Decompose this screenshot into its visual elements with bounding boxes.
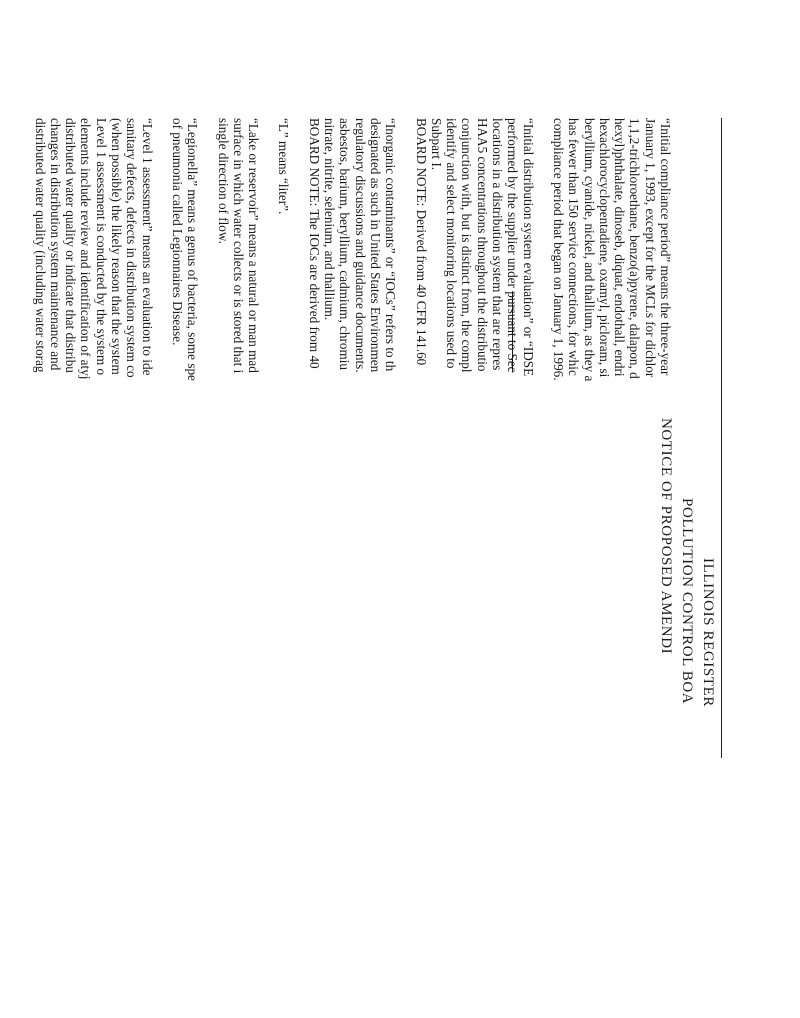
text-line: (when possible) the likely reason that the system [109, 118, 125, 375]
paragraph-initial-compliance-period [551, 118, 673, 838]
text-line: changes in distribution system maintenance and [47, 118, 63, 371]
board-note-line: BOARD NOTE: The IOCs are derived from 40 [306, 118, 322, 369]
text-line: Subpart I. [428, 118, 444, 171]
text-line: 1,1,2-trichloroethane, benzo(a)pyrene, dalapon, d [627, 118, 643, 379]
text-line: “Initial distribution system evaluation” or “IDSE [520, 118, 536, 377]
text-line: single direction of flow. [215, 118, 231, 244]
text-line: regulatory discussions and guidance documents. [352, 118, 368, 373]
paragraph-liter [276, 118, 291, 838]
text-line: distributed water quality (including water storag [32, 118, 48, 373]
paragraph-lake-or-reservoir [215, 118, 261, 838]
text-line: “Initial compliance period” means the three-year [658, 118, 673, 376]
text-line: sanitary defects, defects in distribution system co [124, 118, 140, 378]
text-line: “Inorganic contaminants” or “IOCs” refers to th [383, 118, 399, 372]
header-rule [721, 118, 722, 758]
text-line: locations in a distribution system that are repres [490, 118, 506, 371]
text-line: hexachlorocyclopentadiene, oxamyl, picloram, si [596, 118, 612, 378]
paragraph-idse [413, 118, 535, 838]
notice-title: NOTICE OF PROPOSED AMENDI [658, 418, 674, 655]
text-line: has fewer than 150 service connections, for whic [566, 118, 582, 376]
text-line: elements include review and identification of atyj [78, 118, 94, 380]
text-line: Level 1 assessment is conducted by the system o [93, 118, 109, 376]
text-line: beryllium, cyanide, nickel, and thallium, as they a [581, 118, 597, 382]
text-line: January 1, 1993, except for the MCLs for dichlor [642, 118, 658, 378]
text-line: HAA5 concentrations throughout the distributio [474, 118, 490, 372]
text-line: identify and select monitoring locations used to [444, 118, 460, 369]
register-title: ILLINOIS REGISTER [700, 558, 716, 707]
text-line: hexyl)phthalate, dinoseb, diquat, endothall, endri [612, 118, 628, 377]
paragraph-inorganic-contaminants [306, 118, 398, 838]
text-line: nitrate, nitrite, selenium, and thallium. [322, 118, 338, 321]
text-line: of pneumonia called Legionnaires Disease. [169, 118, 185, 346]
text-line: “Level 1 assessment” means an evaluation to ide [139, 118, 155, 376]
text-line: “Lake or reservoir” means a natural or man mad [246, 118, 262, 373]
text-line: “Legionella” means a genus of bacteria, some spe [185, 118, 201, 381]
text-line: surface in which water collects or is stored that i [230, 118, 246, 374]
paragraph-legionella [170, 118, 201, 838]
document-body [17, 118, 673, 838]
text-line: designated as such in United States Environmen [367, 118, 383, 373]
paragraph-level-1-assessment [32, 118, 154, 838]
text-line: asbestos, barium, beryllium, cadmium, chromiu [337, 118, 353, 370]
agency-title: POLLUTION CONTROL BOA [679, 498, 695, 705]
text-line: distributed water quality or indicate that distribu [63, 118, 79, 373]
text-line: “L” means “liter”. [276, 118, 292, 215]
struck-text: pursuant to Sec [505, 291, 521, 373]
rotated-document-page [32, 0, 736, 740]
text-line-with-strikethrough: performed by the supplier under pursuant to Sec [505, 118, 521, 373]
text-line: compliance period that began on January 1, 1996. [550, 118, 566, 381]
board-note-line: BOARD NOTE: Derived from 40 CFR 141.60 [413, 118, 429, 366]
text-line: conjunction with, but is distinct from, the compl [459, 118, 475, 373]
